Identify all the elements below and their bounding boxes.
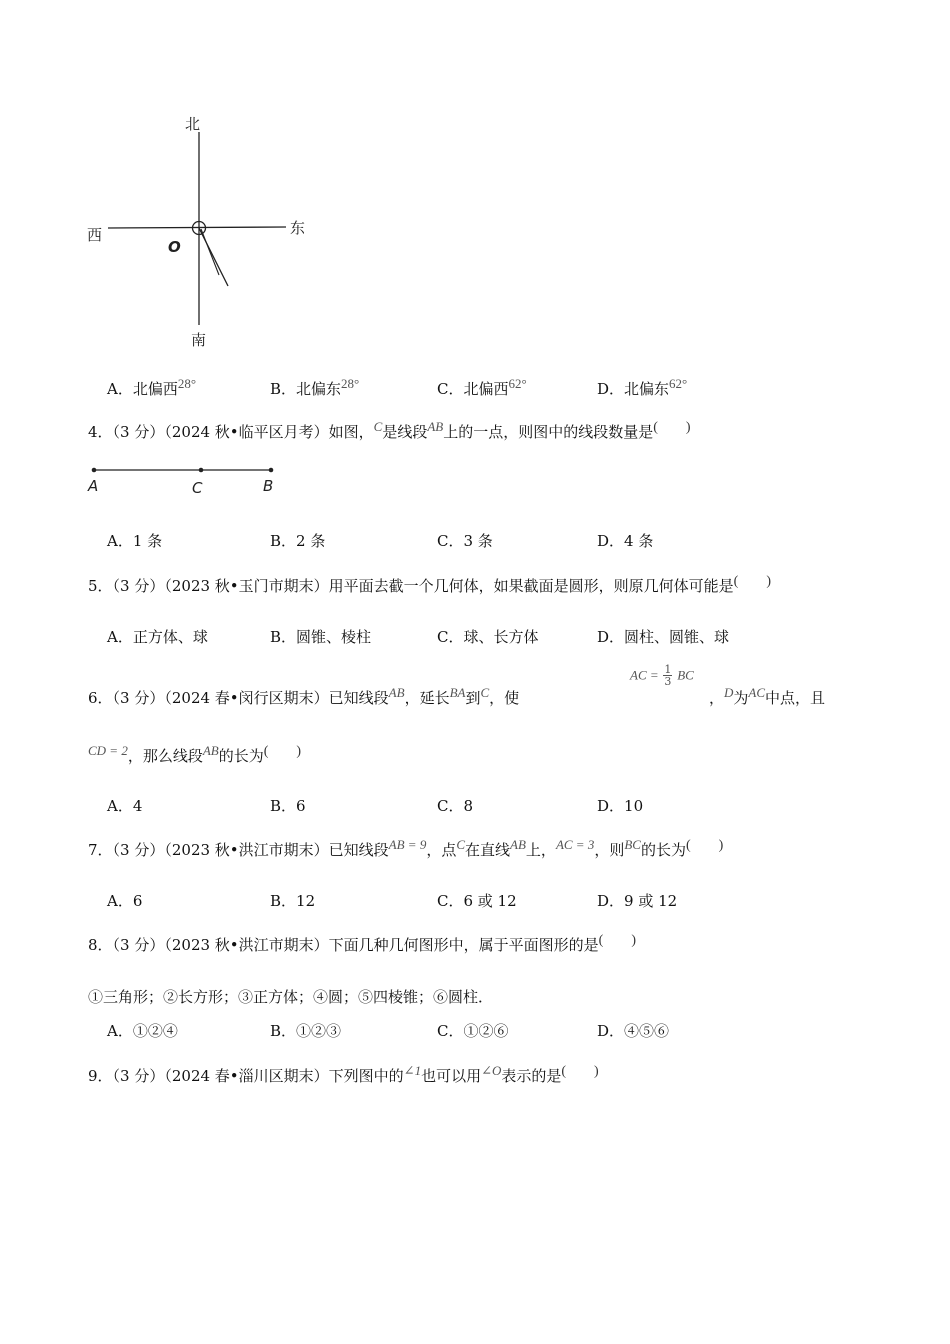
q7-option-d[interactable]: D．9 或 12 [597, 892, 678, 910]
q5-option-a[interactable]: A．正方体、球 [107, 628, 208, 646]
q6-option-a[interactable]: A．4 [107, 797, 143, 815]
fraction-denominator: 3 [664, 675, 672, 688]
q3-option-b[interactable]: B．北偏东$^{28^\circ}$ [270, 376, 360, 398]
question-6-stem-cont: ，$^D$为$^{AC}$中点，且 [709, 685, 826, 707]
question-8-list: ①三角形；②长方形；③正方体；④圆；⑤四棱锥；⑥圆柱． [88, 988, 494, 1006]
question-7-stem: 7．（3 分）（2023 秋•洪江市期末）已知线段$^{AB = 9}$，点$^C$在直线$^{AB}$上，$^{AC = 3}$，则$^{BC}$的长为( ) [88, 837, 724, 859]
label-b: B [263, 477, 274, 495]
q6-option-b[interactable]: B．6 [270, 797, 306, 815]
direction-ray-2 [201, 229, 219, 275]
q8-option-b[interactable]: B．①②③ [270, 1022, 342, 1040]
point-c [199, 468, 204, 473]
q6-option-d[interactable]: D．10 [597, 797, 644, 815]
q5-option-b[interactable]: B．圆锥、棱柱 [270, 628, 372, 646]
direction-ray [199, 228, 228, 286]
question-8-stem: 8．（3 分）（2023 秋•洪江市期末）下面几种几何图形中，属于平面图形的是( ) [88, 933, 636, 954]
q7-option-c[interactable]: C．6 或 12 [437, 892, 517, 910]
fraction-numerator: 1 [664, 663, 672, 676]
question-6-stem-line2: $^{CD = 2}$，那么线段$^{AB}$的长为( ) [88, 743, 302, 765]
q4-option-c[interactable]: C．3 条 [437, 532, 493, 550]
west-label: 西 [87, 226, 103, 244]
question-5-stem: 5．（3 分）（2023 秋•玉门市期末）用平面去截一个几何体，如果截面是圆形，则原几何体可能是( ) [88, 574, 771, 595]
q8-option-a[interactable]: A．①②④ [107, 1022, 178, 1040]
segment-figure [84, 458, 284, 498]
question-9-stem: 9．（3 分）（2024 春•淄川区期末）下列图中的$^{\angle 1}$也可以用$^{\angle O}$表示的是( ) [88, 1063, 599, 1085]
question-6-stem: 6．（3 分）（2024 春•闵行区期末）已知线段$^{AB}$，延长$^{BA}$到$^C$，使 [88, 685, 520, 707]
compass-figure [80, 105, 340, 355]
q7-option-a[interactable]: A．6 [107, 892, 143, 910]
south-label: 南 [191, 331, 207, 349]
question-4-stem: 4．（3 分）（2024 秋•临平区月考）如图，$^C$是线段$^{AB}$上的一点，则图中的线段数量是( ) [88, 419, 691, 441]
label-c: C [192, 479, 203, 497]
q3-option-d[interactable]: D．北偏东$^{62^\circ}$ [597, 376, 688, 398]
q7-option-b[interactable]: B．12 [270, 892, 316, 910]
q8-option-c[interactable]: C．①②⑥ [437, 1022, 509, 1040]
west-east-axis [108, 227, 286, 228]
q6-equation: AC = $\frac{1}{3}$ BC [630, 663, 694, 688]
q3-option-a[interactable]: A．北偏西$^{28^\circ}$ [107, 376, 197, 398]
label-a: A [88, 477, 99, 495]
q4-option-a[interactable]: A．1 条 [107, 532, 163, 550]
q3-option-c[interactable]: C．北偏西$^{62^\circ}$ [437, 376, 527, 398]
q4-option-d[interactable]: D．4 条 [597, 532, 654, 550]
origin-label: O [168, 238, 181, 256]
east-label: 东 [290, 219, 306, 237]
north-label: 北 [185, 115, 201, 133]
q5-option-d[interactable]: D．圆柱、圆锥、球 [597, 628, 730, 646]
point-b [269, 468, 274, 473]
q5-option-c[interactable]: C．球、长方体 [437, 628, 539, 646]
q4-option-b[interactable]: B．2 条 [270, 532, 326, 550]
q6-option-c[interactable]: C．8 [437, 797, 474, 815]
q8-option-d[interactable]: D．④⑤⑥ [597, 1022, 670, 1040]
point-a [92, 468, 97, 473]
